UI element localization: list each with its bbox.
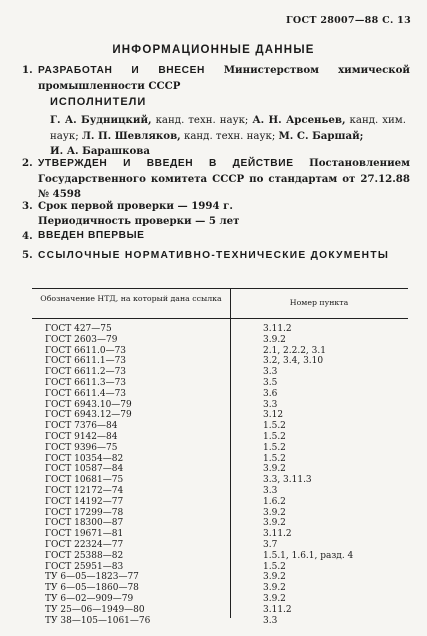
document-designation: ТУ 25—06—1949—80 [45, 604, 145, 615]
section-1-text: Министерством химической промышленности СССР [38, 64, 410, 92]
document-designation: ГОСТ 10587—84 [45, 464, 124, 475]
performer-name: И. А. Барашкова [50, 145, 150, 157]
clause-number: 2.1, 2.2.2, 3.1 [263, 345, 326, 356]
clause-number: 3.9.2 [263, 572, 286, 583]
performer-name: М. С. Баршай; [278, 129, 364, 142]
document-designation: ГОСТ 6611.3—73 [45, 377, 127, 388]
document-designation: ГОСТ 10681—75 [45, 475, 124, 486]
clause-number: 3.3 [263, 367, 278, 378]
document-designation: ГОСТ 6943.10—79 [45, 399, 132, 410]
clause-number: 3.11.2 [263, 604, 292, 615]
document-designation: ГОСТ 10354—82 [45, 453, 124, 464]
document-designation: ГОСТ 6611.4—73 [45, 388, 127, 399]
section-3-line-2: Периодичность проверки — 5 лет [38, 214, 240, 227]
table-header-clause: Номер пункта [289, 298, 349, 307]
document-designation: ГОСТ 17299—78 [45, 507, 124, 518]
clause-number: 3.3 [263, 615, 278, 626]
clause-number: 3.9.2 [263, 583, 286, 594]
clause-number: 3.2, 3.4, 3.10 [263, 356, 324, 367]
document-designation: ГОСТ 7376—84 [45, 421, 118, 432]
clause-number: 3.9.2 [263, 507, 286, 518]
section-3 [22, 199, 410, 228]
clause-number: 3.11.2 [263, 324, 292, 334]
document-designation: ТУ 6—05—1823—77 [45, 572, 139, 583]
section-2-number: 2. [22, 157, 33, 169]
section-title: ИНФОРМАЦИОННЫЕ ДАННЫЕ [112, 44, 315, 56]
document-designation: ГОСТ 25388—82 [45, 550, 124, 561]
clause-number: 1.5.2 [263, 453, 286, 464]
clause-number: 1.5.2 [263, 421, 286, 432]
performers-list [50, 113, 406, 160]
document-designation: ГОСТ 6943.12—79 [45, 410, 132, 421]
section-5-number: 5. [22, 249, 33, 261]
clause-number: 3.9.2 [263, 334, 286, 345]
table-header-document: Обозначение НТД, на который дана ссылка [40, 294, 222, 303]
performer-degree: канд. техн. наук; [183, 130, 276, 142]
clause-number: 3.3 [263, 485, 278, 496]
performer-degree: канд. хим. наук; [50, 115, 406, 142]
performer-name: А. Н. Арсеньев, [252, 114, 346, 126]
section-4-number: 4. [22, 230, 33, 242]
clause-number: 3.12 [263, 410, 284, 421]
section-1-caps: РАЗРАБОТАН И ВНЕСЕН [38, 65, 205, 76]
document-designation: ГОСТ 19671—81 [45, 529, 124, 540]
section-2-text: Постановлением Государственного комитета СССР по стандартам от 27.12.88 № 4598 [38, 157, 410, 200]
clause-number: 1.6.2 [263, 496, 286, 507]
section-3-number: 3. [22, 200, 33, 212]
document-designation: ГОСТ 2603—79 [45, 334, 118, 345]
clause-number: 3.5 [263, 377, 278, 388]
performer-name: Г. А. Будницкий, [50, 114, 152, 126]
section-5 [22, 248, 410, 264]
table-header-rule [32, 318, 408, 319]
performer-name: Л. П. Шевляков, [81, 129, 181, 142]
clause-number: 3.11.2 [263, 529, 292, 540]
clause-number: 3.9.2 [263, 464, 286, 475]
document-designation: ГОСТ 9396—75 [45, 442, 118, 453]
section-2 [22, 156, 410, 203]
document-designation: ГОСТ 6611.1—73 [45, 356, 127, 367]
clause-number: 1.5.1, 1.6.1, разд. 4 [263, 550, 354, 561]
clause-number: 3.3, 3.11.3 [263, 475, 312, 486]
section-3-line-1: Срок первой проверки — 1994 г. [38, 200, 233, 212]
clause-number: 1.5.2 [263, 431, 286, 442]
document-designation: ГОСТ 18300—87 [45, 518, 124, 529]
document-designation: ГОСТ 22324—77 [45, 539, 124, 550]
performers-title: ИСПОЛНИТЕЛИ [50, 96, 147, 108]
section-4-caps: ВВЕДЕН ВПЕРВЫЕ [38, 230, 145, 241]
section-2-caps: УТВЕРЖДЕН И ВВЕДЕН В ДЕЙСТВИЕ [38, 158, 294, 169]
document-designation: ГОСТ 6611.2—73 [45, 367, 127, 378]
clause-number: 3.7 [263, 539, 278, 550]
table-column-divider [230, 288, 231, 618]
section-5-caps: ССЫЛОЧНЫЕ НОРМАТИВНО-ТЕХНИЧЕСКИЕ ДОКУМЕНТЫ [38, 250, 390, 261]
clause-number: 3.6 [263, 388, 278, 399]
clause-number: 3.9.2 [263, 518, 286, 529]
table-top-rule [32, 288, 408, 289]
section-4 [22, 229, 410, 244]
clause-number: 1.5.2 [263, 561, 286, 572]
document-designation: ГОСТ 12172—74 [45, 485, 124, 496]
performer-degree: канд. техн. наук; [155, 115, 249, 126]
document-designation: ГОСТ 427—75 [45, 324, 112, 334]
page-header: ГОСТ 28007—88 С. 13 [286, 15, 411, 26]
document-designation: ГОСТ 6611.0—73 [45, 345, 127, 356]
clause-number: 3.3 [263, 399, 278, 410]
section-1 [22, 63, 410, 94]
document-designation: ТУ 6—02—909—79 [45, 593, 134, 604]
document-designation: ГОСТ 9142—84 [45, 431, 118, 442]
document-designation: ГОСТ 25951—83 [45, 561, 124, 572]
document-designation: ТУ 38—105—1061—76 [45, 615, 151, 626]
document-designation: ГОСТ 14192—77 [45, 496, 124, 507]
clause-number: 1.5.2 [263, 442, 286, 453]
clause-number: 3.9.2 [263, 593, 286, 604]
section-1-number: 1. [22, 64, 33, 76]
document-designation: ТУ 6—05—1860—78 [45, 583, 139, 594]
